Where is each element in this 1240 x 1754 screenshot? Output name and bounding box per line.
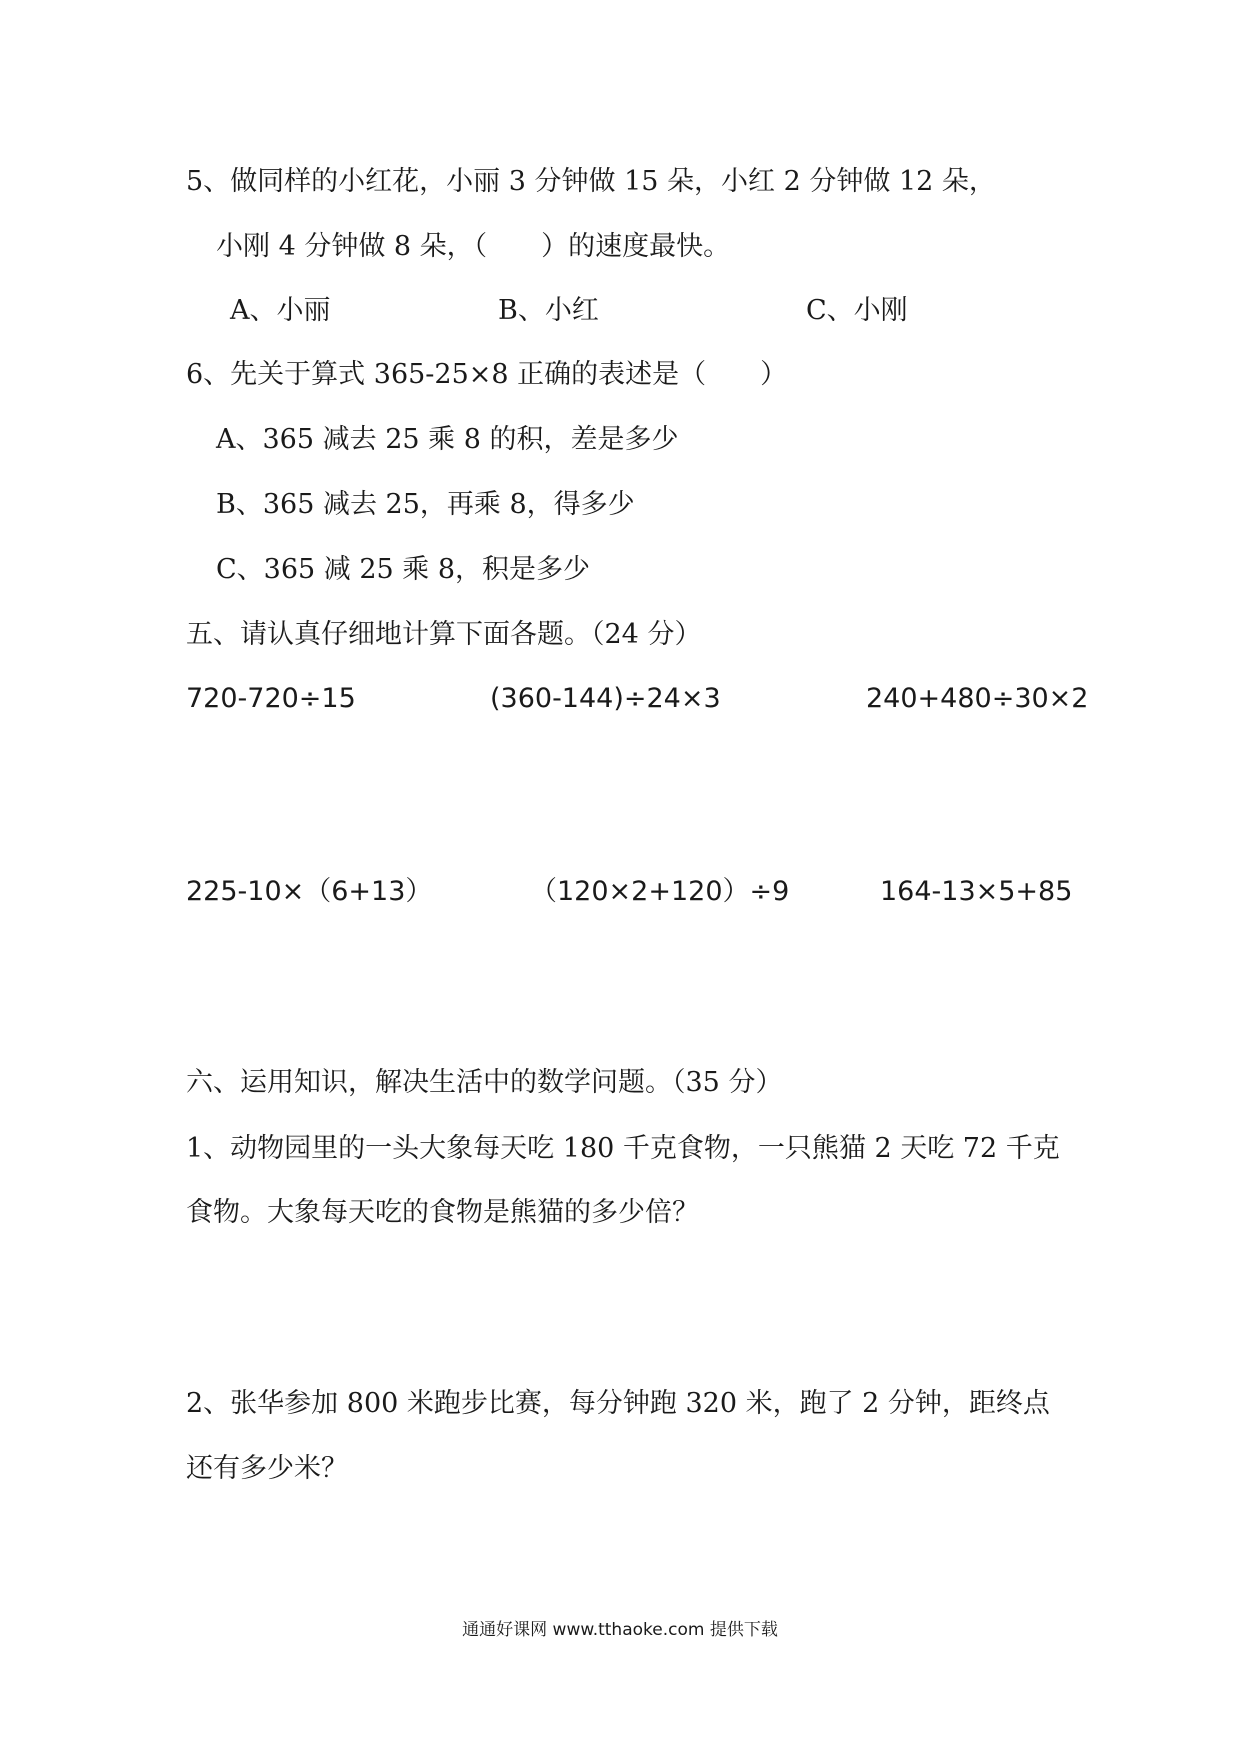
question-6-option-a: A、365 减去 25 乘 8 的积，差是多少 [216,424,679,455]
calc-expression: 164-13×5+85 [880,876,1073,907]
question-6-option-c: C、365 减 25 乘 8，积是多少 [216,554,591,585]
calc-expression: (360-144)÷24×3 [490,683,721,714]
question-5-option-a: A、小丽 [230,295,331,326]
calc-expression: 720-720÷15 [186,683,356,714]
section-5-title: 五、请认真仔细地计算下面各题。（24 分） [186,619,702,650]
question-5-option-c: C、小刚 [806,295,908,326]
problem-1-line-2: 食物。大象每天吃的食物是熊猫的多少倍？ [186,1197,699,1228]
calc-expression: （120×2+120）÷9 [530,876,790,907]
footer-credit: 通通好课网 www.tthaoke.com 提供下载 [462,1620,778,1640]
problem-2-line-1: 2、张华参加 800 米跑步比赛，每分钟跑 320 米，跑了 2 分钟，距终点 [186,1388,1050,1419]
question-5-line-1: 5、做同样的小红花，小丽 3 分钟做 15 朵，小红 2 分钟做 12 朵， [186,166,996,197]
calc-expression: 240+480÷30×2 [866,683,1089,714]
problem-2-line-2: 还有多少米？ [186,1453,348,1484]
question-5-option-b: B、小红 [498,295,599,326]
question-6-stem: 6、先关于算式 365-25×8 正确的表述是（ ） [186,359,788,390]
problem-1-line-1: 1、动物园里的一头大象每天吃 180 千克食物，一只熊猫 2 天吃 72 千克 [186,1133,1060,1164]
section-6-title: 六、运用知识，解决生活中的数学问题。（35 分） [186,1067,783,1098]
question-5-line-2: 小刚 4 分钟做 8 朵，（ ）的速度最快。 [216,231,731,262]
calc-expression: 225-10×（6+13） [186,876,433,907]
question-6-option-b: B、365 减去 25，再乘 8，得多少 [216,489,635,520]
